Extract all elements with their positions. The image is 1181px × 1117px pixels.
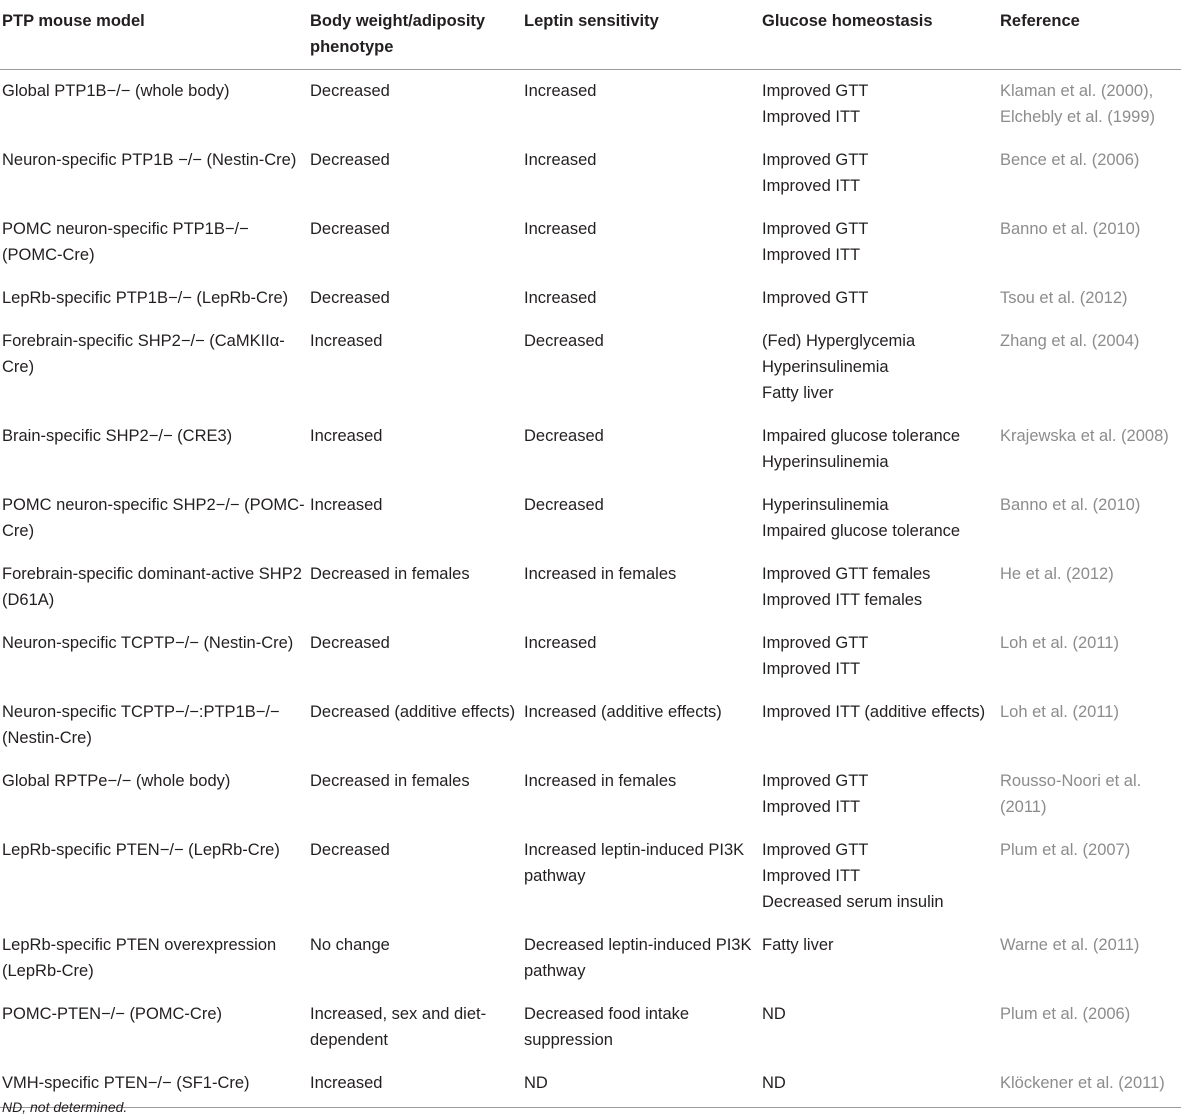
reference-link[interactable]: Klöckener et al. (2011) [1000,1074,1165,1092]
reference-link[interactable]: Rousso-Noori et al. [1000,772,1142,790]
cell-reference [997,484,1181,553]
glucose-line: Improved GTT females [762,565,931,583]
cell-leptin: Increased in females [524,565,677,583]
glucose-line: Impaired glucose tolerance [762,427,961,445]
cell-reference [997,1062,1181,1108]
cell-leptin: Decreased [524,332,604,350]
cell-model: POMC-PTEN−/− (POMC-Cre) [2,1005,223,1023]
glucose-line: Impaired glucose tolerance [762,522,961,540]
cell-reference [997,553,1181,622]
table-row [0,691,1181,760]
glucose-line: Improved ITT [762,798,861,816]
glucose-line: Hyperinsulinemia [762,496,889,514]
reference-link[interactable]: Krajewska et al. (2008) [1000,427,1169,445]
cell-reference [997,70,1181,140]
cell-body-weight: Increased, sex and diet-dependent [310,1005,487,1049]
cell-leptin: Increased [524,82,597,100]
table-row [0,484,1181,553]
header-leptin: Leptin sensitivity [521,0,759,70]
cell-reference [997,924,1181,993]
cell-model: Neuron-specific TCPTP−/− (Nestin-Cre) [2,634,294,652]
header-glucose: Glucose homeostasis [759,0,997,70]
cell-glucose [759,622,997,691]
reference-link[interactable]: (2011) [1000,798,1047,816]
table-row [0,320,1181,415]
table-row [0,415,1181,484]
cell-body-weight: Decreased [310,220,390,238]
cell-leptin: Increased [524,634,597,652]
reference-link[interactable]: Bence et al. (2006) [1000,151,1140,169]
cell-body-weight: Decreased (additive effects) [310,703,516,721]
glucose-line: Improved ITT [762,246,861,264]
cell-model: Neuron-specific PTP1B −/− (Nestin-Cre) [2,151,297,169]
cell-leptin: Decreased [524,427,604,445]
glucose-line: Improved ITT females [762,591,923,609]
glucose-line: Fatty liver [762,936,834,954]
glucose-line: Improved GTT [762,841,869,859]
cell-leptin: Increased in females [524,772,677,790]
cell-glucose [759,760,997,829]
cell-reference [997,320,1181,415]
table-row [0,1062,1181,1108]
cell-glucose [759,993,997,1062]
reference-link[interactable]: Banno et al. (2010) [1000,220,1141,238]
cell-reference [997,760,1181,829]
cell-reference [997,208,1181,277]
cell-body-weight: Decreased [310,841,390,859]
table-row [0,553,1181,622]
glucose-line: ND [762,1074,786,1092]
header-model: PTP mouse model [0,0,307,70]
cell-body-weight: Decreased [310,151,390,169]
glucose-line: Improved ITT [762,108,861,126]
header-reference: Reference [997,0,1181,70]
reference-link[interactable]: He et al. (2012) [1000,565,1114,583]
glucose-line: Decreased serum insulin [762,893,944,911]
table-header [0,0,1181,70]
reference-link[interactable]: Tsou et al. (2012) [1000,289,1128,307]
cell-body-weight: Decreased in females [310,772,470,790]
table-row [0,829,1181,924]
cell-model: Forebrain-specific dominant-active SHP2 (D61A) [2,565,302,609]
cell-reference [997,139,1181,208]
glucose-line: ND [762,1005,786,1023]
reference-link[interactable]: Loh et al. (2011) [1000,703,1119,721]
cell-model: Global PTP1B−/− (whole body) [2,82,230,100]
header-body-weight: Body weight/adiposity phenotype [307,0,521,70]
glucose-line: Improved GTT [762,772,869,790]
cell-leptin: ND [521,1062,759,1108]
cell-reference [997,622,1181,691]
table-row [0,622,1181,691]
table-footnote: ND, not determined. [2,1099,128,1115]
cell-model: LepRb-specific PTEN overexpression (LepRb-Cre) [2,936,277,980]
cell-body-weight: Decreased [310,82,390,100]
cell-glucose [759,691,997,760]
cell-model: POMC neuron-specific SHP2−/− (POMC-Cre) [2,496,305,540]
reference-link[interactable]: Zhang et al. (2004) [1000,332,1140,350]
glucose-line: Improved ITT [762,177,861,195]
cell-body-weight: Increased [310,496,383,514]
glucose-line: Improved GTT [762,634,869,652]
table-body [0,70,1181,1108]
cell-leptin: Increased (additive effects) [524,703,722,721]
table-row [0,760,1181,829]
reference-link[interactable]: Banno et al. (2010) [1000,496,1141,514]
cell-model: POMC neuron-specific PTP1B−/− (POMC-Cre) [2,220,249,264]
reference-link[interactable]: Plum et al. (2006) [1000,1005,1131,1023]
cell-reference [997,993,1181,1062]
cell-model: Forebrain-specific SHP2−/− (CaMKIIα-Cre) [2,332,285,376]
cell-body-weight: Increased [307,1062,521,1108]
cell-glucose [759,553,997,622]
cell-body-weight: Increased [310,427,383,445]
cell-model: VMH-specific PTEN−/− (SF1-Cre) [0,1062,307,1108]
cell-model: LepRb-specific PTEN−/− (LepRb-Cre) [2,841,280,859]
cell-glucose [759,70,997,140]
cell-glucose [759,320,997,415]
cell-glucose [759,415,997,484]
glucose-line: Hyperinsulinemia [762,453,889,471]
glucose-line: Improved GTT [762,289,869,307]
cell-reference [997,415,1181,484]
table-row [0,277,1181,320]
cell-glucose [759,484,997,553]
cell-reference [997,829,1181,924]
table-row [0,924,1181,993]
cell-model: Brain-specific SHP2−/− (CRE3) [2,427,233,445]
cell-body-weight: No change [310,936,390,954]
cell-glucose [759,924,997,993]
cell-leptin: Increased [524,151,597,169]
cell-leptin: Decreased leptin-induced PI3K pathway [524,936,752,980]
cell-reference [997,277,1181,320]
cell-glucose [759,277,997,320]
table-row [0,993,1181,1062]
glucose-line: Improved GTT [762,82,869,100]
glucose-line: Improved GTT [762,220,869,238]
glucose-line: Hyperinsulinemia [762,358,889,376]
cell-model: LepRb-specific PTP1B−/− (LepRb-Cre) [2,289,289,307]
cell-glucose [759,139,997,208]
cell-body-weight: Increased [310,332,383,350]
cell-glucose [759,829,997,924]
cell-body-weight: Decreased [310,634,390,652]
cell-leptin: Increased [524,289,597,307]
glucose-line: Fatty liver [762,384,834,402]
cell-body-weight: Decreased [310,289,390,307]
glucose-line: Improved ITT [762,660,861,678]
table-row [0,208,1181,277]
glucose-line: Improved ITT [762,867,861,885]
glucose-line: (Fed) Hyperglycemia [762,332,916,350]
cell-body-weight: Decreased in females [310,565,470,583]
cell-reference [997,691,1181,760]
cell-model: Global RPTPe−/− (whole body) [2,772,231,790]
cell-model: Neuron-specific TCPTP−/−:PTP1B−/− (Nestin-Cre) [2,703,280,747]
cell-leptin: Decreased food intake suppression [524,1005,690,1049]
cell-leptin: Increased leptin-induced PI3K pathway [524,841,745,885]
reference-link[interactable]: Klaman et al. (2000), [1000,82,1154,100]
reference-link[interactable]: Elchebly et al. (1999) [1000,108,1156,126]
reference-link[interactable]: Loh et al. (2011) [1000,634,1119,652]
table-row [0,139,1181,208]
glucose-line: Improved GTT [762,151,869,169]
cell-leptin: Decreased [524,496,604,514]
glucose-line: Improved ITT (additive effects) [762,703,986,721]
cell-glucose [759,208,997,277]
reference-link[interactable]: Plum et al. (2007) [1000,841,1131,859]
cell-glucose [759,1062,997,1108]
reference-link[interactable]: Warne et al. (2011) [1000,936,1140,954]
header-row [0,0,1181,70]
cell-leptin: Increased [524,220,597,238]
table-row [0,70,1181,140]
